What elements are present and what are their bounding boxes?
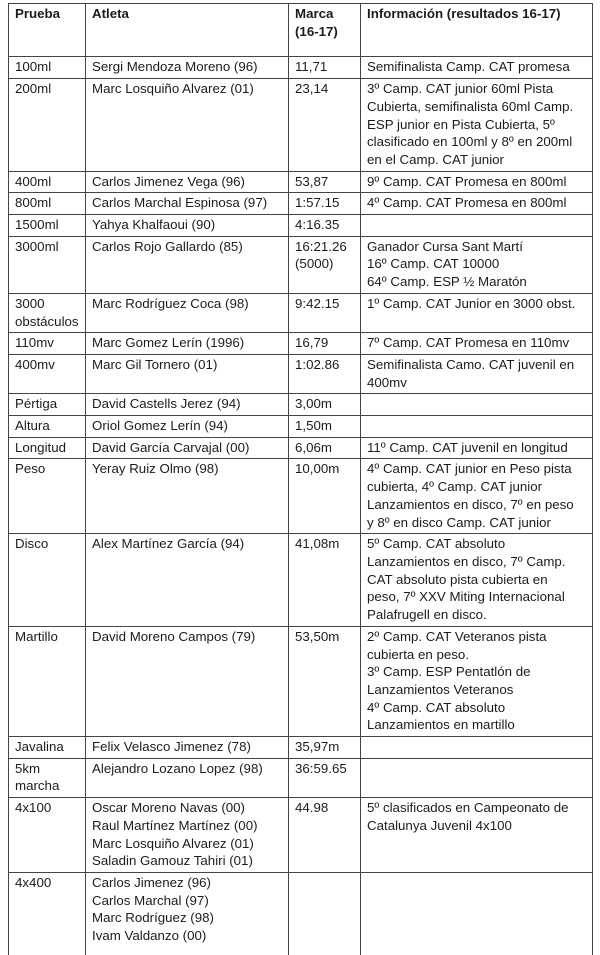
cell-prueba <box>9 626 86 736</box>
cell-marca <box>289 79 361 172</box>
cell-info <box>361 872 593 955</box>
cell-line: 36:59.65 <box>295 760 347 776</box>
cell-line: 4x100 <box>15 800 52 816</box>
cell-line: Cubierta, semifinalista 60ml Camp. <box>367 98 574 114</box>
cell-marca <box>289 236 361 293</box>
cell-line: cubierta, 4º Camp. CAT junior <box>367 479 543 495</box>
cell-line: 4º Camp. CAT absoluto <box>367 699 506 715</box>
header-line: Marca <box>295 6 334 21</box>
cell-prueba <box>9 171 86 193</box>
cell-atleta <box>86 416 289 438</box>
table-row <box>9 416 593 438</box>
cell-line: 400mv <box>367 374 407 390</box>
cell-line: 10,00m <box>295 461 340 477</box>
cell-line: 16,79 <box>295 335 329 351</box>
cell-line: 16:21.26 <box>295 238 347 254</box>
cell-info <box>361 215 593 237</box>
table-row <box>9 758 593 797</box>
cell-line: Carlos Marchal Espinosa (97) <box>92 195 268 211</box>
cell-line: Marc Losquiño Alvarez (01) <box>92 835 254 851</box>
cell-atleta <box>86 57 289 79</box>
cell-prueba <box>9 872 86 955</box>
cell-prueba <box>9 79 86 172</box>
cell-line: Alejandro Lozano Lopez (98) <box>92 760 263 776</box>
table-row <box>9 171 593 193</box>
table-header <box>9 4 593 57</box>
cell-line: 4:16.35 <box>295 217 340 233</box>
cell-marca <box>289 193 361 215</box>
cell-line: Javalina <box>15 739 64 755</box>
cell-marca <box>289 534 361 627</box>
cell-info <box>361 293 593 332</box>
cell-prueba <box>9 333 86 355</box>
cell-line: Catalunya Juvenil 4x100 <box>367 817 512 833</box>
table-row <box>9 626 593 736</box>
column-header-marca <box>289 4 361 57</box>
cell-line: 11,71 <box>295 59 328 75</box>
cell-marca <box>289 872 361 955</box>
cell-line: Peso <box>15 461 46 477</box>
table-row <box>9 293 593 332</box>
cell-line: Martillo <box>15 628 58 644</box>
table-row <box>9 872 593 955</box>
cell-line: Semifinalista Camp. CAT promesa <box>367 59 570 75</box>
cell-line: Carlos Rojo Gallardo (85) <box>92 238 243 254</box>
cell-line: 5º Camp. CAT absoluto <box>367 536 506 552</box>
cell-atleta <box>86 215 289 237</box>
cell-line: 1º Camp. CAT Junior en 3000 obst. <box>367 295 576 311</box>
cell-line: 44.98 <box>295 800 329 816</box>
cell-atleta <box>86 872 289 955</box>
cell-prueba <box>9 215 86 237</box>
cell-atleta <box>86 354 289 393</box>
cell-atleta <box>86 798 289 873</box>
cell-line: 9º Camp. CAT Promesa en 800ml <box>367 173 567 189</box>
header-line: Información (resultados 16-17) <box>367 6 561 21</box>
cell-marca <box>289 394 361 416</box>
column-header-prueba <box>9 4 86 57</box>
cell-info <box>361 437 593 459</box>
cell-line: obstáculos <box>15 313 79 329</box>
cell-line: 200ml <box>15 81 52 97</box>
cell-line: 41,08m <box>295 536 340 552</box>
cell-marca <box>289 171 361 193</box>
cell-info <box>361 79 593 172</box>
cell-line: David García Carvajal (00) <box>92 439 250 455</box>
cell-info <box>361 459 593 534</box>
cell-line: Yahya Khalfaoui (90) <box>92 217 216 233</box>
cell-marca <box>289 57 361 79</box>
cell-line: Semifinalista Camo. CAT juvenil en <box>367 356 575 372</box>
header-line: Atleta <box>92 6 129 21</box>
cell-line: 3000ml <box>15 238 59 254</box>
table-row <box>9 437 593 459</box>
cell-marca <box>289 459 361 534</box>
cell-line: (5000) <box>295 256 334 272</box>
cell-info <box>361 416 593 438</box>
cell-info <box>361 394 593 416</box>
cell-line: 35,97m <box>295 739 340 755</box>
cell-line: marcha <box>15 778 60 794</box>
cell-marca <box>289 737 361 759</box>
table-row <box>9 333 593 355</box>
cell-line: Pértiga <box>15 396 58 412</box>
cell-prueba <box>9 459 86 534</box>
table-row <box>9 798 593 873</box>
cell-line: 4x400 <box>15 874 52 890</box>
cell-prueba <box>9 737 86 759</box>
cell-line: peso, 7º XXV Miting Internacional <box>367 589 565 605</box>
cell-line: 1,50m <box>295 418 332 434</box>
cell-prueba <box>9 57 86 79</box>
cell-line: Lanzamientos Veteranos <box>367 681 514 697</box>
cell-info <box>361 758 593 797</box>
cell-line: Lanzamientos en disco, 7º Camp. <box>367 553 566 569</box>
cell-info <box>361 798 593 873</box>
cell-info <box>361 57 593 79</box>
cell-line: Ganador Cursa Sant Martí <box>367 238 523 254</box>
cell-atleta <box>86 293 289 332</box>
cell-line: Lanzamientos en martillo <box>367 717 515 733</box>
cell-line: 1500ml <box>15 217 59 233</box>
header-row <box>9 4 593 57</box>
cell-line: 1:57.15 <box>295 195 340 211</box>
header-line: (16-17) <box>295 23 338 39</box>
cell-marca <box>289 215 361 237</box>
cell-line: 5º clasificados en Campeonato de <box>367 800 569 816</box>
table-body <box>9 57 593 955</box>
cell-line: 4º Camp. CAT Promesa en 800ml <box>367 195 567 211</box>
column-header-atleta <box>86 4 289 57</box>
cell-marca <box>289 333 361 355</box>
cell-line: 53,50m <box>295 628 340 644</box>
cell-line: Sergi Mendoza Moreno (96) <box>92 59 258 75</box>
cell-line: Marc Rodríguez Coca (98) <box>92 295 249 311</box>
cell-prueba <box>9 293 86 332</box>
cell-line: 100ml <box>15 59 52 75</box>
cell-line: Saladin Gamouz Tahiri (01) <box>92 853 253 869</box>
cell-atleta <box>86 758 289 797</box>
cell-line: Felix Velasco Jimenez (78) <box>92 739 251 755</box>
cell-atleta <box>86 626 289 736</box>
cell-line: 400mv <box>15 356 55 372</box>
cell-line: 3º Camp. ESP Pentatlón de <box>367 664 531 680</box>
cell-line: 3,00m <box>295 396 332 412</box>
cell-line: Yeray Ruiz Olmo (98) <box>92 461 219 477</box>
cell-marca <box>289 437 361 459</box>
cell-info <box>361 737 593 759</box>
cell-line: 11º Camp. CAT juvenil en longitud <box>367 439 568 455</box>
header-line: Prueba <box>15 6 61 21</box>
cell-line: ESP junior en Pista Cubierta, 5º <box>367 116 555 132</box>
cell-line: Alex Martínez García (94) <box>92 536 245 552</box>
cell-line: 110mv <box>15 335 54 351</box>
table-row <box>9 57 593 79</box>
cell-atleta <box>86 737 289 759</box>
cell-line: 16º Camp. CAT 10000 <box>367 256 500 272</box>
cell-marca <box>289 293 361 332</box>
cell-line: 800ml <box>15 195 52 211</box>
cell-line: Ivam Valdanzo (00) <box>92 928 207 944</box>
cell-line: 2º Camp. CAT Veteranos pista <box>367 628 547 644</box>
table-row <box>9 354 593 393</box>
cell-line: Carlos Jimenez Vega (96) <box>92 173 245 189</box>
cell-info <box>361 193 593 215</box>
cell-atleta <box>86 437 289 459</box>
cell-line: en el Camp. CAT junior <box>367 151 504 167</box>
cell-marca <box>289 798 361 873</box>
table-row <box>9 394 593 416</box>
cell-marca <box>289 758 361 797</box>
cell-line: David Castells Jerez (94) <box>92 396 241 412</box>
cell-marca <box>289 354 361 393</box>
cell-info <box>361 354 593 393</box>
cell-prueba <box>9 354 86 393</box>
cell-line: Carlos Marchal (97) <box>92 892 209 908</box>
cell-prueba <box>9 437 86 459</box>
cell-atleta <box>86 236 289 293</box>
cell-line: Marc Losquiño Alvarez (01) <box>92 81 254 97</box>
cell-info <box>361 333 593 355</box>
cell-info <box>361 534 593 627</box>
table-row <box>9 79 593 172</box>
table-row <box>9 534 593 627</box>
cell-line: Oscar Moreno Navas (00) <box>92 800 245 816</box>
cell-line: clasificado en 100ml y 8º en 200ml <box>367 134 573 150</box>
column-header-info <box>361 4 593 57</box>
cell-line: Carlos Jimenez (96) <box>92 874 211 890</box>
cell-line: Marc Gomez Lerín (1996) <box>92 335 245 351</box>
cell-prueba <box>9 758 86 797</box>
table-row <box>9 459 593 534</box>
cell-info <box>361 171 593 193</box>
cell-line: 1:02.86 <box>295 356 340 372</box>
cell-marca <box>289 626 361 736</box>
cell-line: 400ml <box>15 173 52 189</box>
cell-prueba <box>9 534 86 627</box>
cell-line: 23,14 <box>295 81 329 97</box>
cell-atleta <box>86 79 289 172</box>
cell-line: y 8º en disco Camp. CAT junior <box>367 514 551 530</box>
cell-line: Disco <box>15 536 49 552</box>
cell-line: 4º Camp. CAT junior en Peso pista <box>367 461 572 477</box>
cell-line: 3000 <box>15 295 45 311</box>
cell-line: David Moreno Campos (79) <box>92 628 256 644</box>
cell-line: cubierta en peso. <box>367 646 470 662</box>
cell-atleta <box>86 333 289 355</box>
cell-line: 6,06m <box>295 439 332 455</box>
cell-line: Palafrugell en disco. <box>367 607 487 623</box>
table-row <box>9 215 593 237</box>
cell-line: 64º Camp. ESP ½ Maratón <box>367 274 527 290</box>
cell-prueba <box>9 193 86 215</box>
cell-prueba <box>9 236 86 293</box>
cell-info <box>361 236 593 293</box>
cell-line: 53,87 <box>295 173 329 189</box>
cell-prueba <box>9 394 86 416</box>
cell-info <box>361 626 593 736</box>
cell-line: 5km <box>15 760 41 776</box>
cell-line: Altura <box>15 418 50 434</box>
table-row <box>9 236 593 293</box>
cell-line: 9:42.15 <box>295 295 340 311</box>
results-table <box>8 3 593 955</box>
cell-line: 7º Camp. CAT Promesa en 110mv <box>367 335 570 351</box>
cell-atleta <box>86 459 289 534</box>
cell-line: Marc Rodríguez (98) <box>92 910 214 926</box>
cell-line: 3º Camp. CAT junior 60ml Pista <box>367 81 554 97</box>
table-row <box>9 193 593 215</box>
cell-prueba <box>9 416 86 438</box>
cell-line: Oriol Gomez Lerín (94) <box>92 418 228 434</box>
cell-atleta <box>86 534 289 627</box>
cell-atleta <box>86 394 289 416</box>
cell-marca <box>289 416 361 438</box>
cell-line: Marc Gil Tornero (01) <box>92 356 218 372</box>
cell-atleta <box>86 171 289 193</box>
cell-line: Longitud <box>15 439 67 455</box>
cell-prueba <box>9 798 86 873</box>
cell-line: Lanzamientos en disco, 7º en peso <box>367 496 574 512</box>
cell-line: CAT absoluto pista cubierta en <box>367 571 548 587</box>
cell-atleta <box>86 193 289 215</box>
table-row <box>9 737 593 759</box>
cell-line: Raul Martínez Martínez (00) <box>92 817 258 833</box>
